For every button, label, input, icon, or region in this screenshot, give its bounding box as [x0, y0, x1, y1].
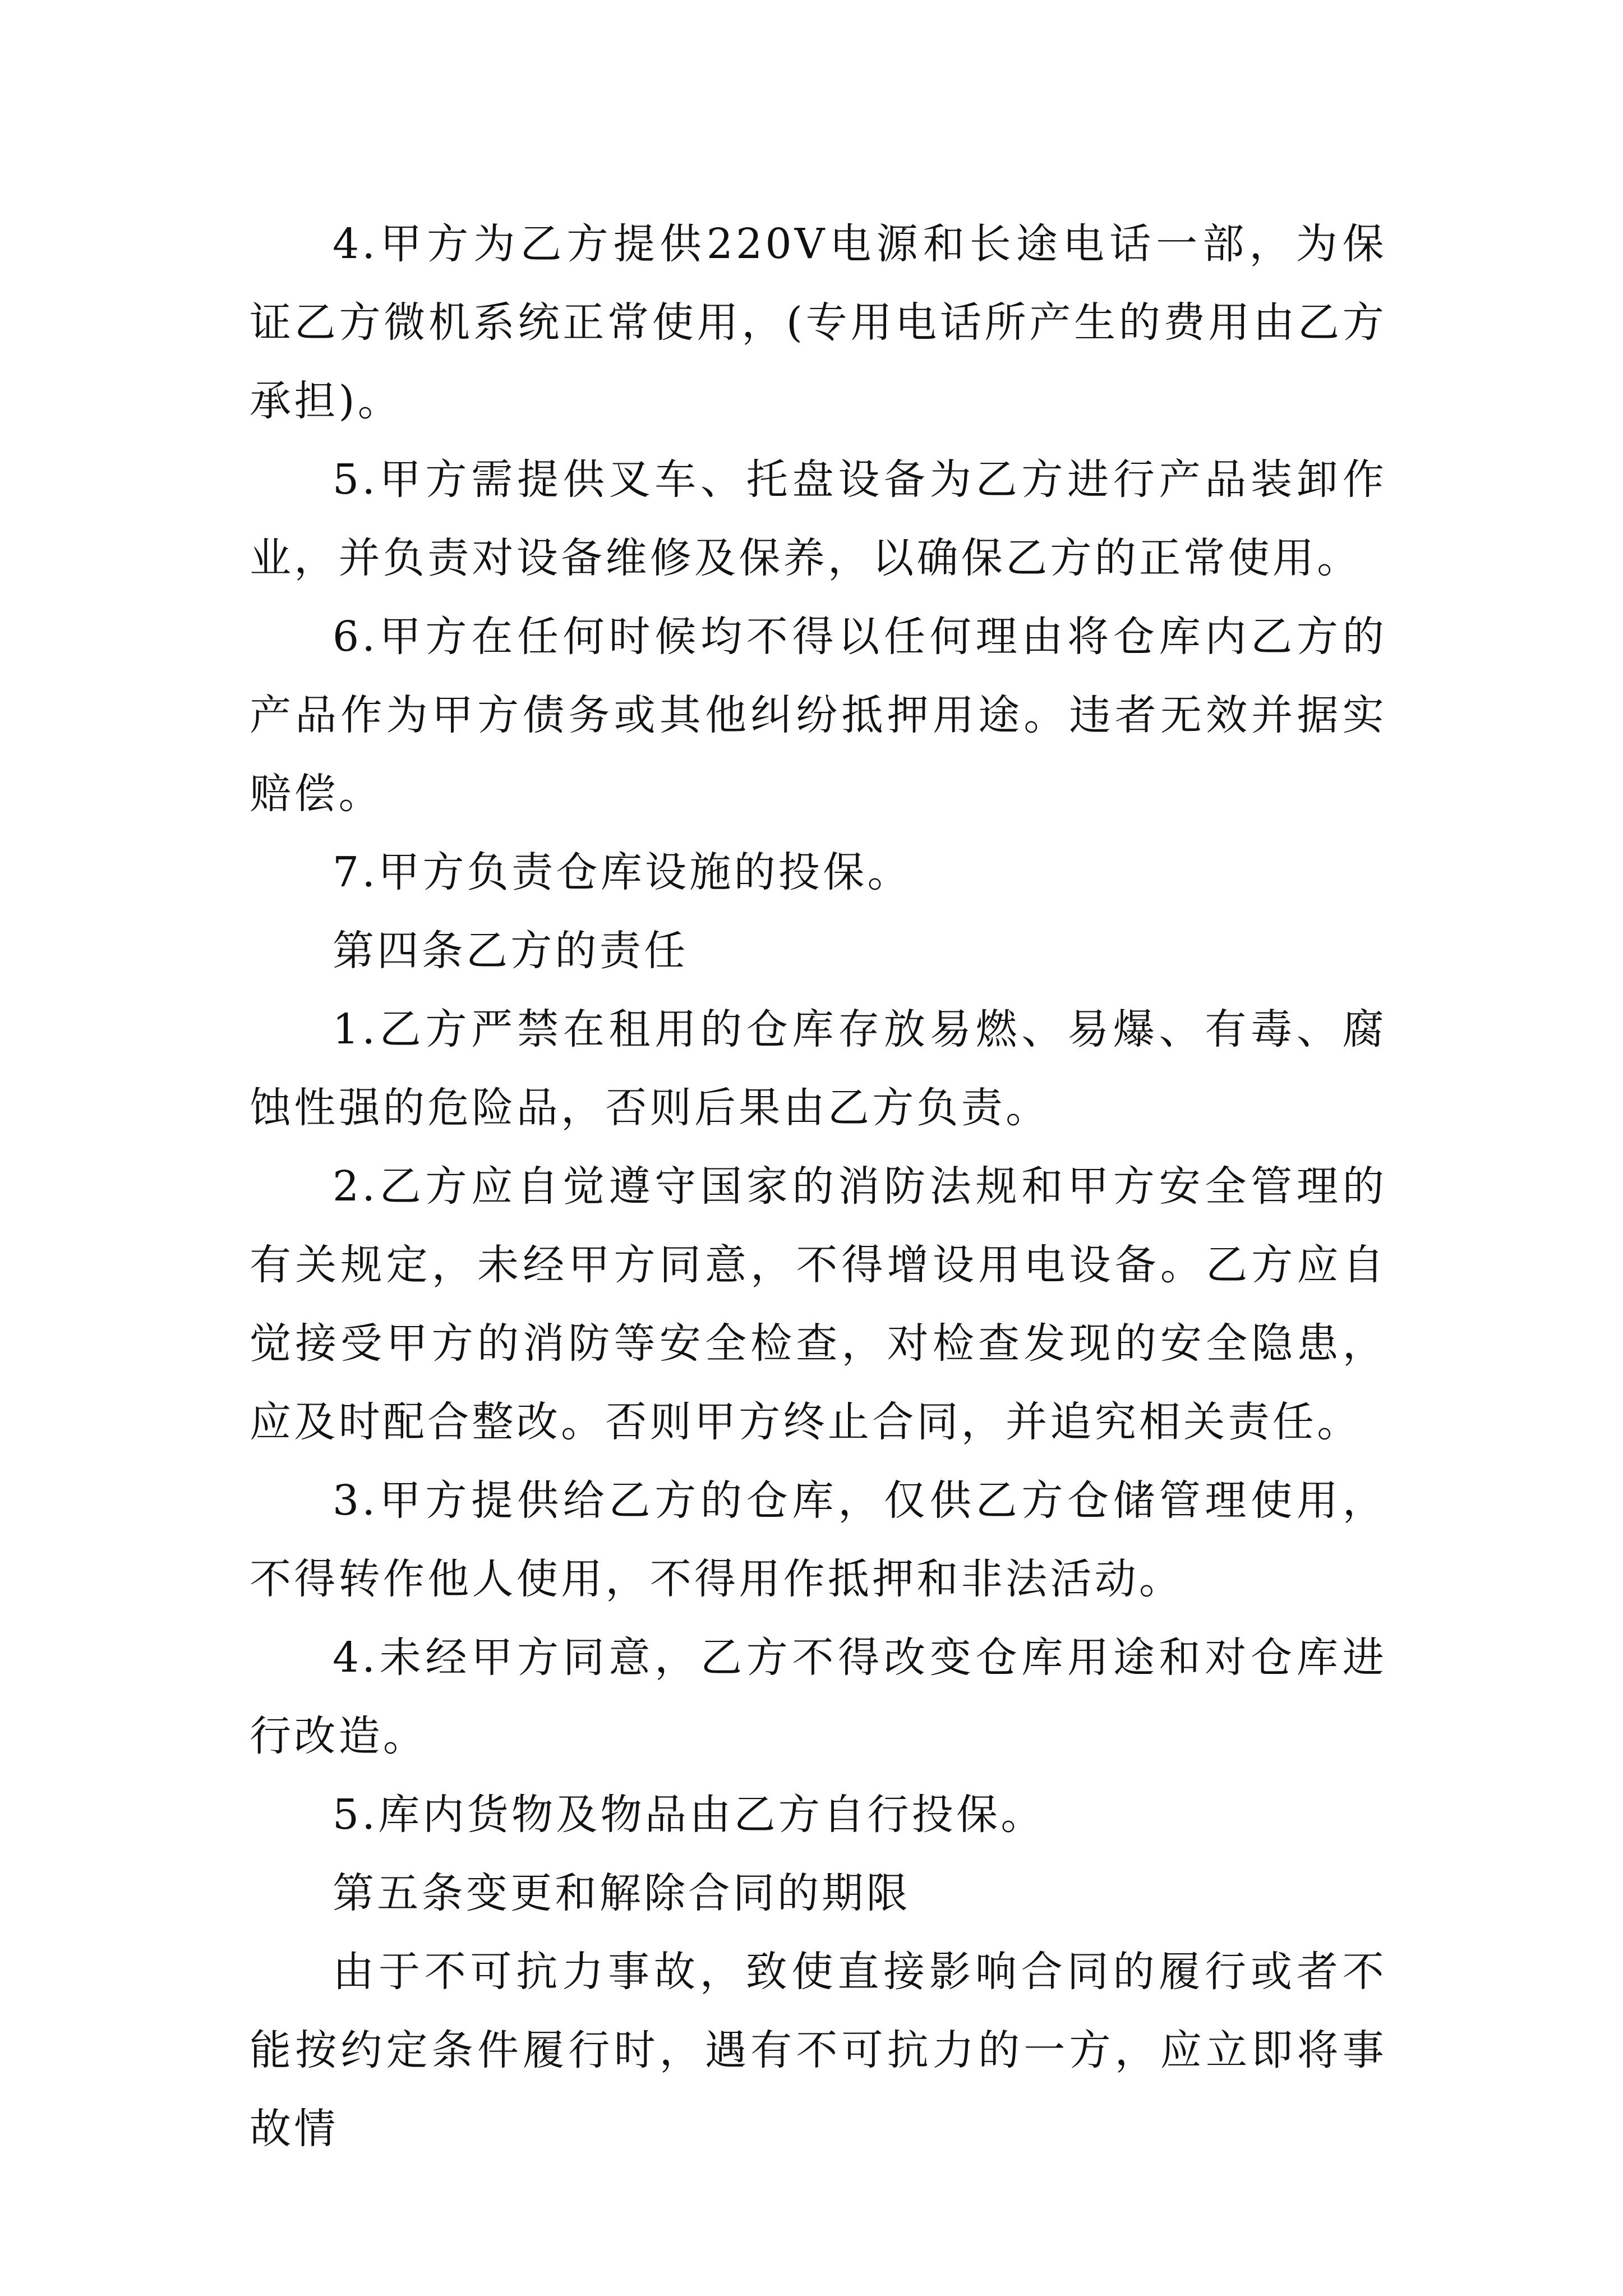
section-heading-article-5: 第五条变更和解除合同的期限	[333, 1869, 911, 1917]
paragraph-clause-4-1: 1.乙方严禁在租用的仓库存放易燃、易爆、有毒、腐蚀性强的危险品，否则后果由乙方负责。	[250, 1005, 1387, 1132]
paragraph-clause-4-5: 5.库内货物及物品由乙方自行投保。	[333, 1791, 1045, 1839]
paragraph-clause-3-7: 7.甲方负责仓库设施的投保。	[333, 848, 912, 896]
paragraph-clause-4-3: 3.甲方提供给乙方的仓库，仅供乙方仓储管理使用，不得转作他人使用，不得用作抵押和非法活动。	[250, 1476, 1387, 1603]
paragraph-clause-4-4: 4.未经甲方同意，乙方不得改变仓库用途和对仓库进行改造。	[250, 1634, 1387, 1760]
paragraph-clause-3-4: 4.甲方为乙方提供220V电源和长途电话一部，为保证乙方微机系统正常使用，(专用电话所产生的费用由乙方承担)。	[250, 220, 1387, 425]
paragraph-clause-3-5: 5.甲方需提供叉车、托盘设备为乙方进行产品装卸作业，并负责对设备维修及保养，以确保乙方的正常使用。	[250, 455, 1387, 582]
paragraph-clause-4-2: 2.乙方应自觉遵守国家的消防法规和甲方安全管理的有关规定，未经甲方同意，不得增设用电设备。乙方应自觉接受甲方的消防等安全检查，对检查发现的安全隐患，应及时配合整改。否则甲方终止合同，并追究相关责任。	[250, 1162, 1387, 1446]
section-heading-article-4: 第四条乙方的责任	[333, 927, 689, 975]
paragraph-article-5-body: 由于不可抗力事故，致使直接影响合同的履行或者不能按约定条件履行时，遇有不可抗力的一方，应立即将事故情	[250, 1948, 1387, 2153]
document-body	[250, 205, 1387, 2168]
paragraph-clause-3-6: 6.甲方在任何时候均不得以任何理由将仓库内乙方的产品作为甲方债务或其他纠纷抵押用途。违者无效并据实赔偿。	[250, 613, 1387, 818]
